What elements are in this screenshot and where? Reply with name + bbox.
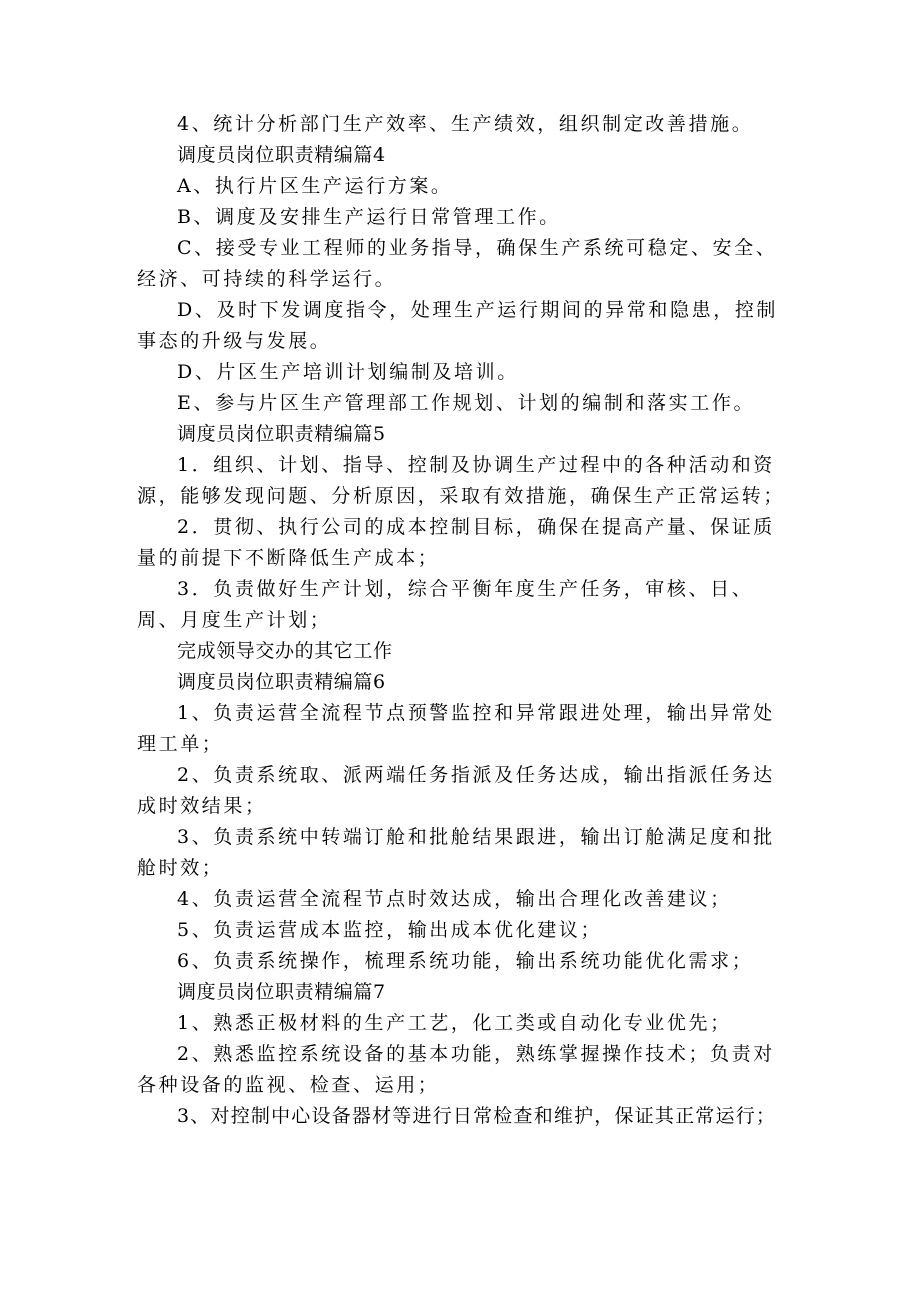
section-heading: 调度员岗位职责精编篇4 [177, 144, 386, 166]
paragraph: 2、熟悉监控系统设备的基本功能，熟练掌握操作技术；负责对各种设备的监视、检查、运用； [137, 1043, 775, 1096]
paragraph: 4、负责运营全流程节点时效达成，输出合理化改善建议； [177, 888, 732, 910]
paragraph: 1．组织、计划、指导、控制及协调生产过程中的各种活动和资源，能够发现问题、分析原因，采取有效措施，确保生产正常运转； [137, 454, 786, 507]
paragraph: 5、负责运营成本监控，输出成本优化建议； [177, 919, 603, 941]
paragraph: 6、负责系统操作，梳理系统功能，输出系统功能优化需求； [177, 950, 754, 972]
document-body [137, 109, 787, 1132]
paragraph: 1、负责运营全流程节点预警监控和异常跟进处理，输出异常处理工单； [137, 702, 775, 755]
section-heading: 调度员岗位职责精编篇5 [177, 423, 386, 445]
paragraph: 1、熟悉正极材料的生产工艺，化工类或自动化专业优先； [177, 1012, 732, 1034]
paragraph: 3．负责做好生产计划，综合平衡年度生产任务，审核、日、周、月度生产计划； [137, 578, 754, 631]
paragraph: 2．贯彻、执行公司的成本控制目标，确保在提高产量、保证质量的前提下不断降低生产成本； [137, 516, 775, 569]
section-heading: 调度员岗位职责精编篇6 [177, 671, 386, 693]
paragraph: B、调度及安排生产运行日常管理工作。 [177, 206, 561, 228]
paragraph: A、执行片区生产运行方案。 [177, 175, 453, 197]
paragraph: 2、负责系统取、派两端任务指派及任务达成，输出指派任务达成时效结果； [137, 764, 775, 817]
section-heading: 调度员岗位职责精编篇7 [177, 981, 386, 1003]
paragraph: E、参与片区生产管理部工作规划、计划的编制和落实工作。 [177, 392, 756, 414]
paragraph: C、接受专业工程师的业务指导，确保生产系统可稳定、安全、经济、可持续的科学运行。 [137, 237, 778, 290]
paragraph: 4、统计分析部门生产效率、生产绩效，组织制定改善措施。 [177, 113, 754, 135]
paragraph: D、及时下发调度指令，处理生产运行期间的异常和隐患，控制事态的升级与发展。 [137, 299, 779, 352]
paragraph: D、片区生产培训计划编制及培训。 [177, 361, 519, 383]
paragraph: 3、负责系统中转端订舱和批舱结果跟进，输出订舱满足度和批舱时效； [137, 826, 775, 879]
closing-note: 完成领导交办的其它工作 [177, 640, 393, 662]
paragraph: 3、对控制中心设备器材等进行日常检查和维护，保证其正常运行； [177, 1105, 777, 1127]
